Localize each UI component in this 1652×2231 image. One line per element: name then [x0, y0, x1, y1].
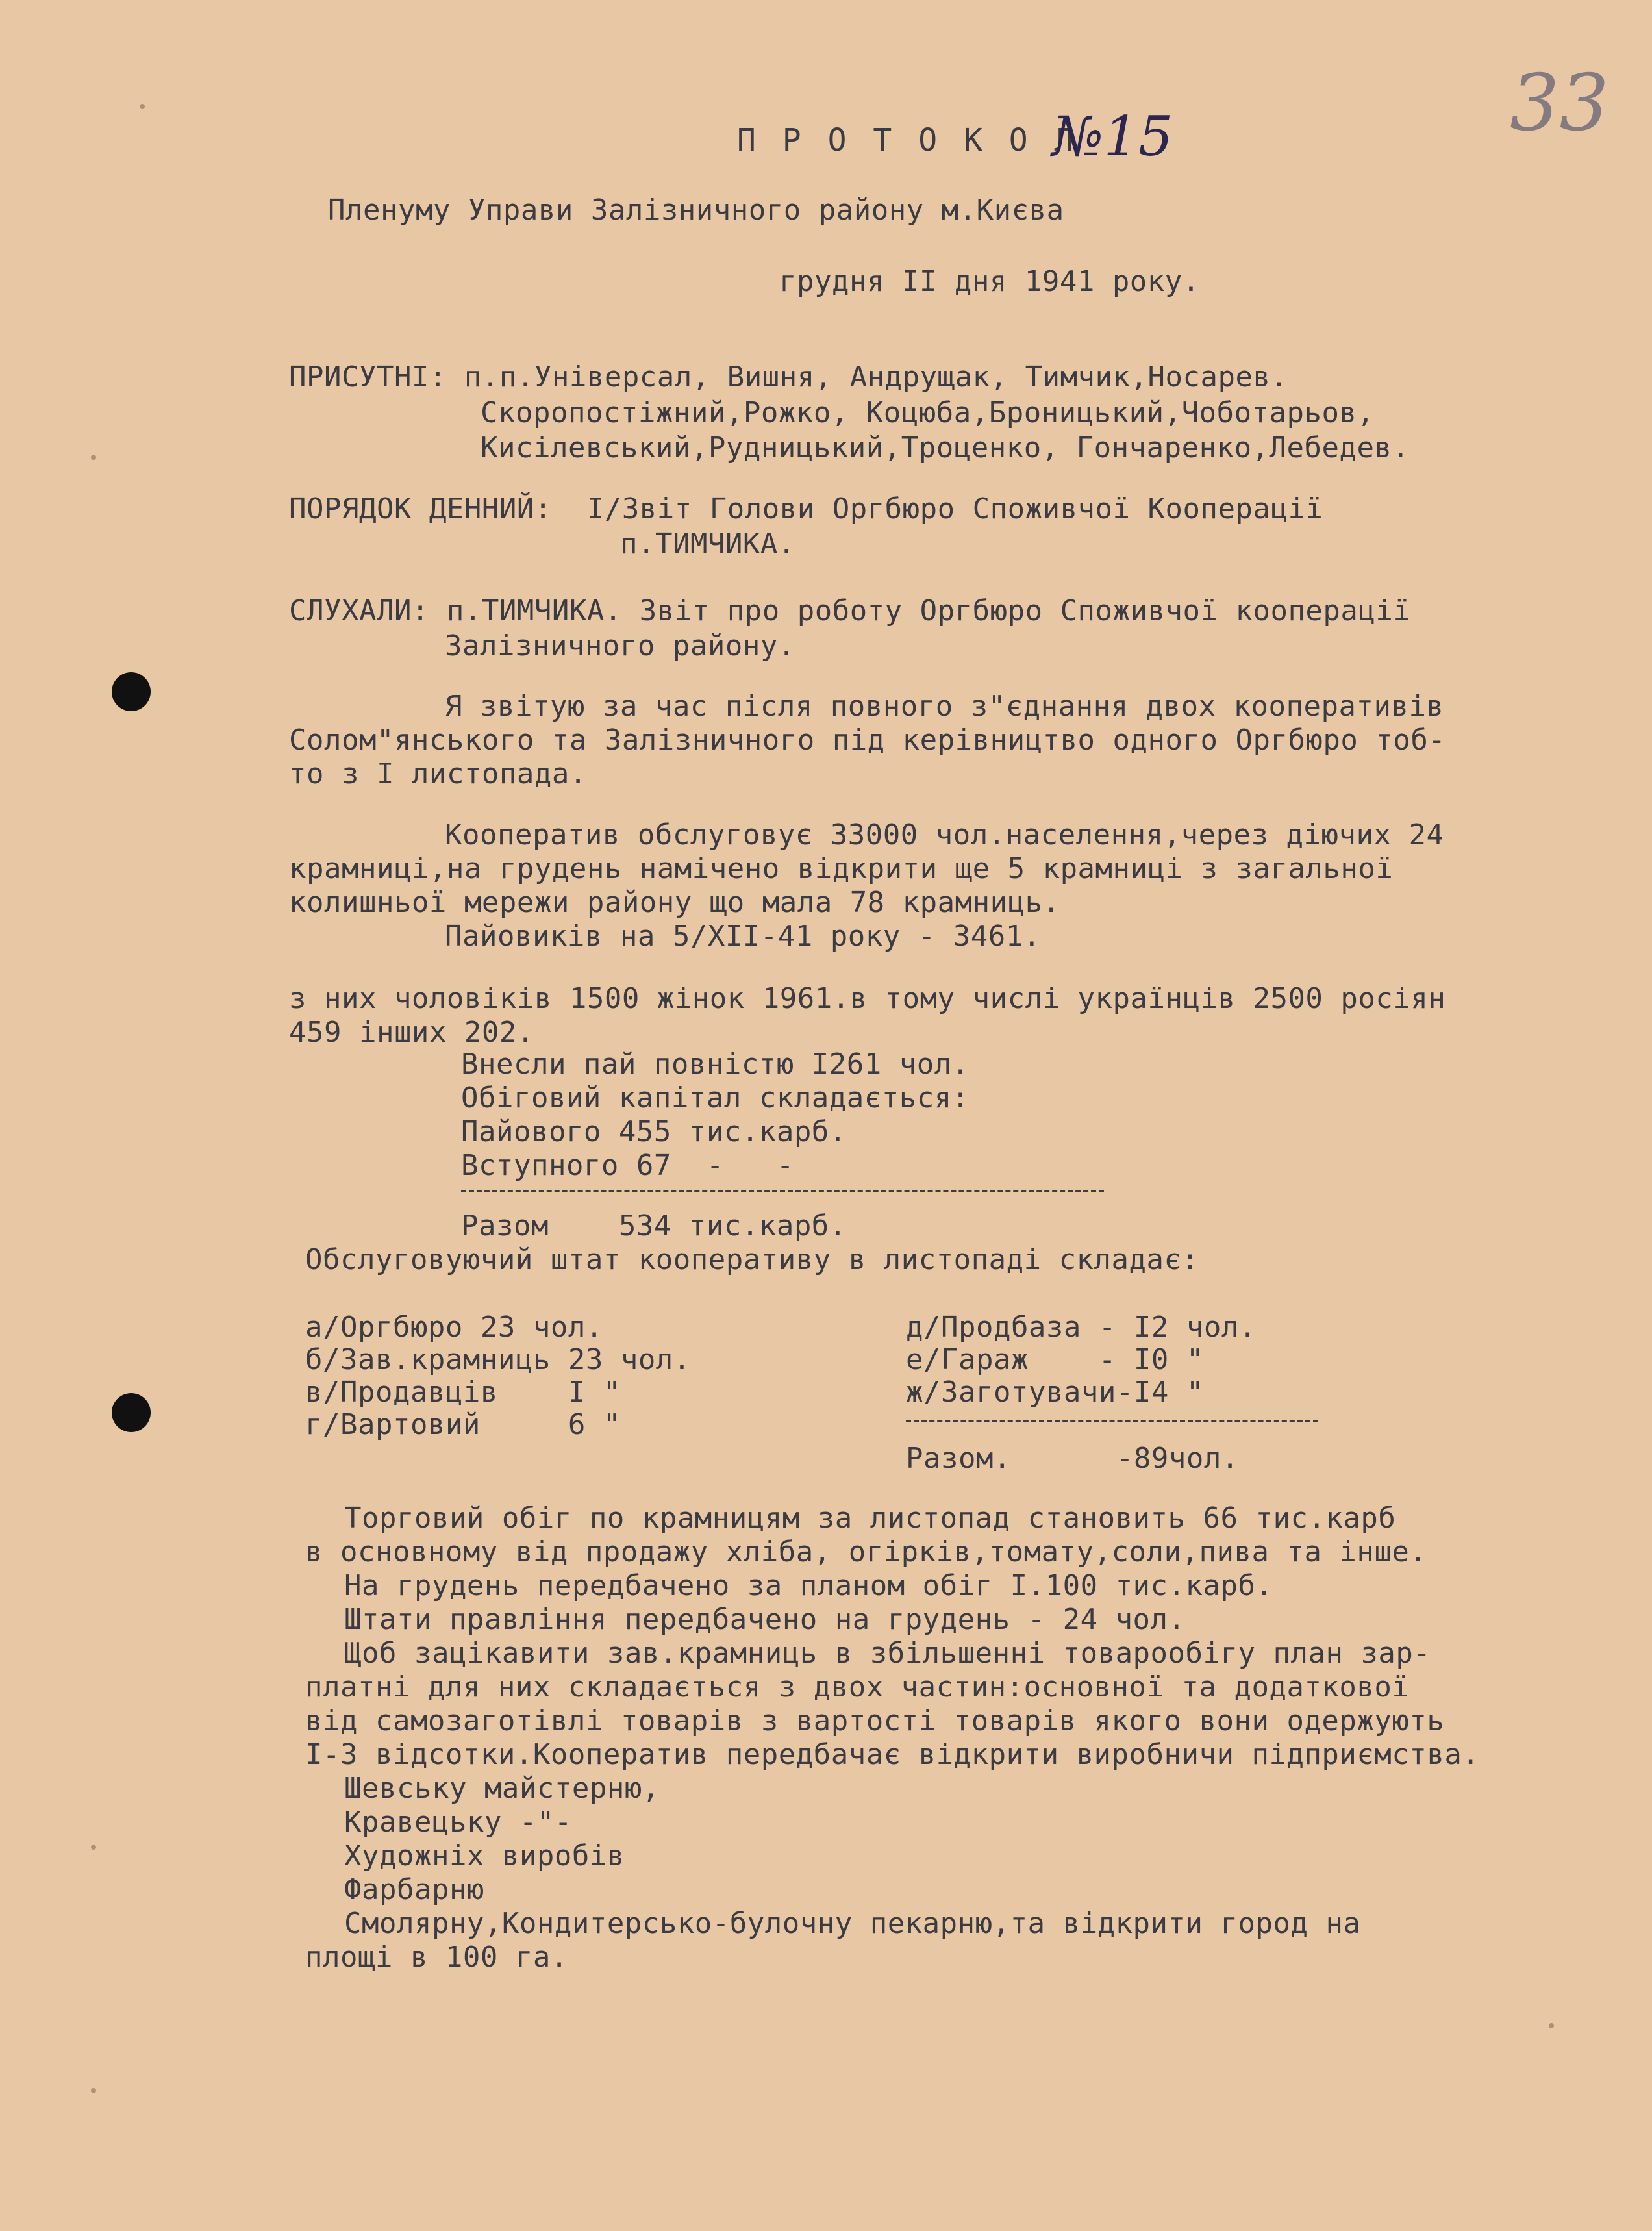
enterprise-item: Кравецьку -"- [344, 1806, 572, 1839]
text-line: 459 інших 202. [289, 1016, 534, 1049]
present-line: ПРИСУТНІ: п.п.Універсал, Вишня, Андрущак, Тимчик,Носарев. [289, 360, 1288, 394]
document-date: грудня II дня 1941 року. [779, 265, 1200, 298]
enterprise-item: площі в 100 га. [305, 1941, 568, 1974]
capital-line: Вступного 67 - - [461, 1149, 794, 1182]
text-line: то з I листопада. [289, 757, 587, 790]
staff-item: е/Гараж - I0 " [906, 1343, 1204, 1376]
document-subtitle: Пленуму Управи Залізничного району м.Києва [328, 194, 1064, 227]
text-line: колишньої мережи району що мала 78 крамниць. [289, 886, 1060, 919]
staff-item: ж/Заготувачи-I4 " [906, 1376, 1204, 1409]
paper-mark [1549, 2023, 1554, 2028]
agenda-line: п.ТИМЧИКА. [620, 527, 795, 561]
divider [461, 1190, 1104, 1192]
document-title: П Р О Т О К О Л [737, 122, 1077, 158]
staff-item: г/Вартовий 6 " [305, 1408, 621, 1441]
agenda-line: ПОРЯДОК ДЕННИЙ: I/Звіт Голови Оргбюро Споживчої Кооперації [289, 492, 1323, 525]
text-line: Торговий обіг по крамницям за листопад становить 66 тис.карб [344, 1502, 1396, 1535]
staff-item: в/Продавців I " [305, 1376, 621, 1409]
binder-hole-bottom [112, 1393, 151, 1432]
text-line: Штати правління передбачено на грудень - 24 чол. [344, 1603, 1186, 1636]
text-line: Пайовиків на 5/XII-41 року - 3461. [445, 920, 1041, 953]
staff-heading: Обслуговуючий штат кооперативу в листопаді складає: [305, 1243, 1199, 1276]
text-line: в основному від продажу хліба, огірків,томату,соли,пива та інше. [305, 1535, 1427, 1569]
enterprise-item: Фарбарню [344, 1873, 484, 1906]
text-line: крамниці,на грудень намічено відкрити ще 5 крамниці з загальної [289, 852, 1394, 885]
text-line: Солом"янського та Залізничного під керівництво одного Оргбюро тоб- [289, 724, 1446, 757]
text-line: Щоб зацікавити зав.крамниць в збільшенні товарообігу план зар- [344, 1637, 1431, 1670]
paper-mark [91, 1845, 96, 1850]
capital-line: Внесли пай повністю I261 чол. [461, 1048, 970, 1081]
paper-mark [140, 104, 145, 109]
text-line: від самозаготівлі товарів з вартості товарів якого вони одержують [305, 1704, 1445, 1737]
text-line: I-3 відсотки.Кооператив передбачає відкрити виробничи підприємства. [305, 1738, 1480, 1771]
enterprise-item: Смолярну,Кондитерсько-булочну пекарню,та відкрити город на [344, 1907, 1361, 1940]
text-line: На грудень передбачено за планом обіг I.100 тис.карб. [344, 1569, 1273, 1602]
text-line: платні для них складається з двох частин:основної та додаткової [305, 1670, 1410, 1704]
text-line: Кооператив обслуговує 33000 чол.населення,через діючих 24 [445, 818, 1444, 851]
staff-item: б/Зав.крамниць 23 чол. [305, 1343, 691, 1376]
paper-mark [91, 2088, 96, 2093]
present-line: Скоропостіжний,Рожко, Коцюба,Броницький,Чоботарьов, [481, 396, 1375, 429]
enterprise-item: Шевську майстерню, [344, 1772, 660, 1805]
staff-total: Разом. -89чол. [906, 1442, 1239, 1475]
text-line: з них чоловіків 1500 жінок 1961.в тому числі українців 2500 росіян [289, 982, 1446, 1015]
capital-total: Разом 534 тис.карб. [461, 1209, 847, 1242]
heard-line: Залізничного району. [445, 629, 795, 662]
protocol-number: №15 [1052, 105, 1173, 168]
binder-hole-top [112, 672, 151, 711]
divider [906, 1420, 1318, 1422]
capital-line: Обіговий капітал складається: [461, 1081, 970, 1115]
heard-line: СЛУХАЛИ: п.ТИМЧИКА. Звіт про роботу Оргбюро Споживчої кооперації [289, 594, 1411, 627]
capital-line: Пайового 455 тис.карб. [461, 1115, 847, 1148]
present-line: Кисілевський,Рудницький,Троценко, Гончаренко,Лебедев. [481, 431, 1410, 464]
staff-item: а/Оргбюро 23 чол. [305, 1311, 603, 1344]
paper-mark [91, 455, 96, 460]
staff-item: д/Продбаза - I2 чол. [906, 1311, 1257, 1344]
enterprise-item: Художніх виробів [344, 1839, 625, 1872]
page-number: 33 [1510, 58, 1609, 149]
text-line: Я звітую за час після повного з"єднання двох кооперативів [445, 690, 1444, 723]
